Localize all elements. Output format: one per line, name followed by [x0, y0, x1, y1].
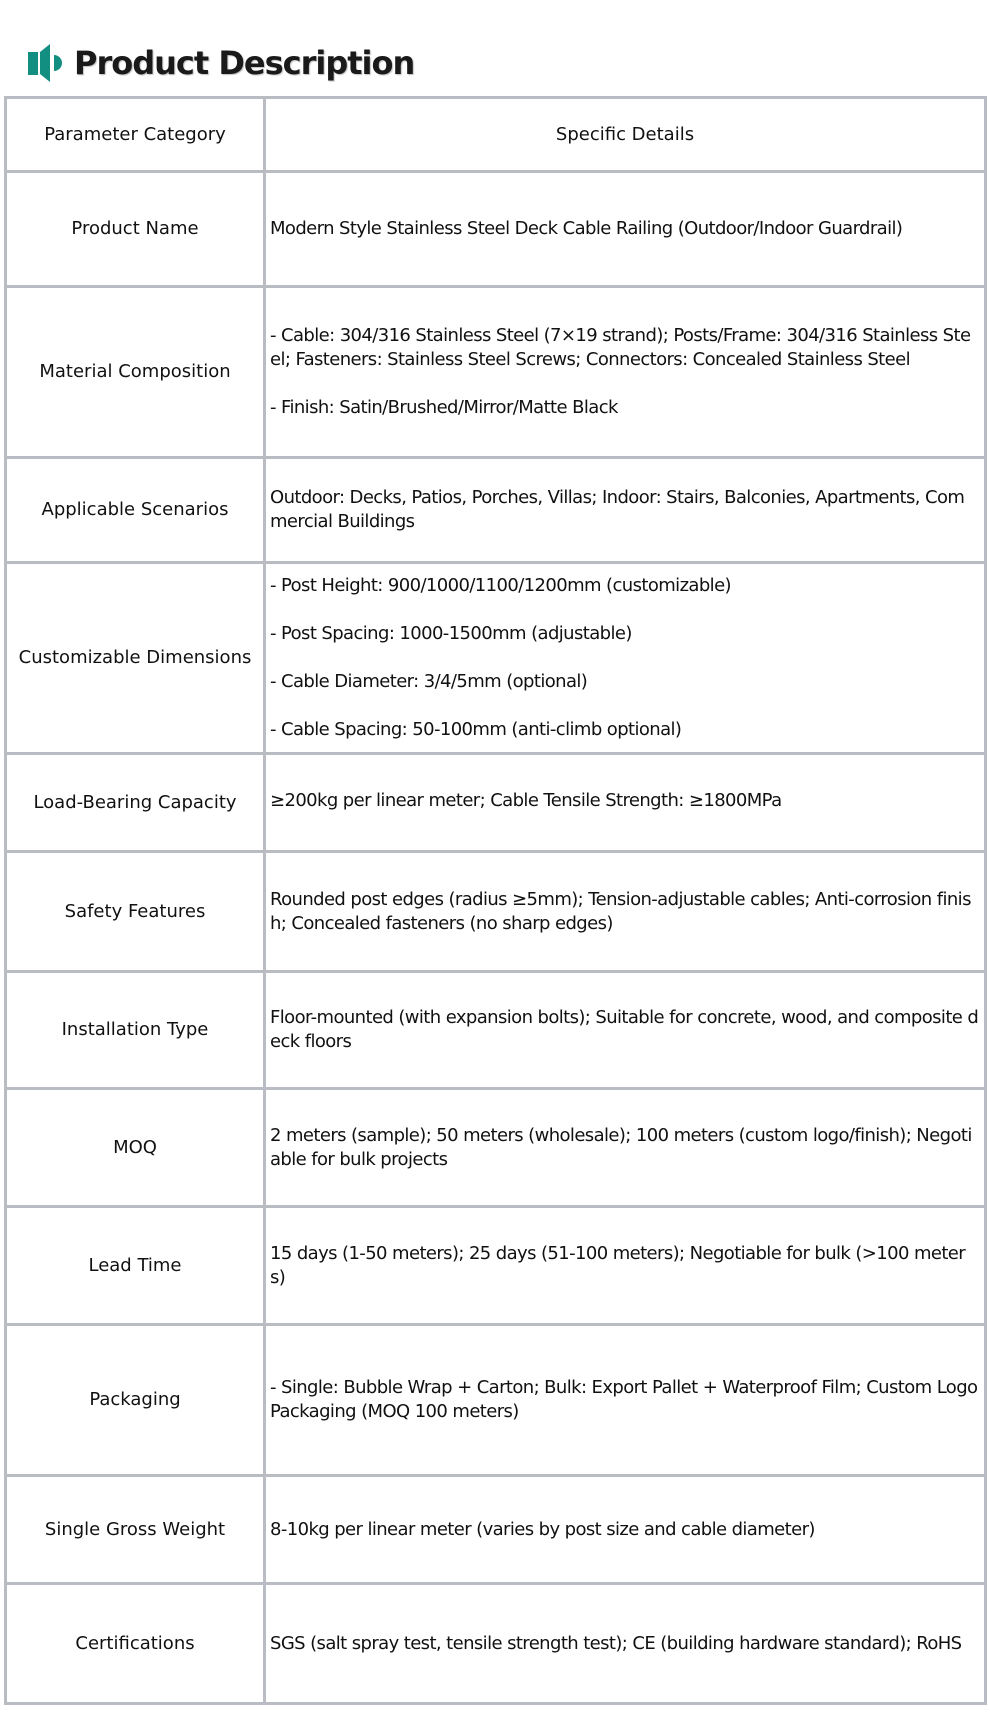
row-category: MOQ — [6, 1089, 265, 1207]
table-row — [6, 287, 986, 458]
row-category: Certifications — [6, 1584, 265, 1704]
row-details — [265, 563, 986, 754]
row-details — [265, 1325, 986, 1476]
detail-line: - Single: Bubble Wrap + Carton; Bulk: Export Pallet + Waterproof Film; Custom Logo Packaging (MOQ 100 meters) — [270, 1377, 978, 1422]
detail-line: Modern Style Stainless Steel Deck Cable Railing (Outdoor/Indoor Guardrail) — [270, 218, 903, 239]
page-title: Product Description — [74, 44, 415, 82]
table-row — [6, 754, 986, 852]
detail-line: - Cable Diameter: 3/4/5mm (optional) — [270, 671, 588, 692]
row-category: Customizable Dimensions — [6, 563, 265, 754]
row-category: Load-Bearing Capacity — [6, 754, 265, 852]
detail-line: - Post Height: 900/1000/1100/1200mm (customizable) — [270, 575, 731, 596]
row-details — [265, 1584, 986, 1704]
detail-line: 15 days (1-50 meters); 25 days (51-100 meters); Negotiable for bulk (>100 meters) — [270, 1242, 966, 1288]
row-category: Safety Features — [6, 852, 265, 972]
detail-line: Floor-mounted (with expansion bolts); Suitable for concrete, wood, and composite deck floors — [270, 1007, 979, 1052]
row-category: Installation Type — [6, 972, 265, 1089]
speaker-icon — [28, 43, 66, 83]
detail-line: Rounded post edges (radius ≥5mm); Tension-adjustable cables; Anti-corrosion finish; Concealed fasteners (no sharp edges) — [270, 888, 971, 934]
row-category: Packaging — [6, 1325, 265, 1476]
spec-table — [4, 96, 987, 1705]
row-details — [265, 852, 986, 972]
section-heading — [28, 38, 414, 88]
detail-line: ≥200kg per linear meter; Cable Tensile Strength: ≥1800MPa — [270, 790, 782, 811]
detail-line: 2 meters (sample); 50 meters (wholesale); 100 meters (custom logo/finish); Negotiable for bulk projects — [270, 1124, 972, 1170]
row-category: Applicable Scenarios — [6, 458, 265, 563]
row-details — [265, 172, 986, 287]
row-details — [265, 458, 986, 563]
row-details — [265, 754, 986, 852]
table-row — [6, 972, 986, 1089]
table-row — [6, 852, 986, 972]
row-details — [265, 1089, 986, 1207]
table-row — [6, 1207, 986, 1325]
row-details — [265, 1207, 986, 1325]
table-row — [6, 563, 986, 754]
row-details — [265, 972, 986, 1089]
detail-line: 8-10kg per linear meter (varies by post size and cable diameter) — [270, 1518, 815, 1540]
detail-line: Outdoor: Decks, Patios, Porches, Villas; Indoor: Stairs, Balconies, Apartments, Commercial Buildings — [270, 487, 965, 532]
detail-line: - Post Spacing: 1000-1500mm (adjustable) — [270, 623, 632, 644]
table-row — [6, 1476, 986, 1584]
detail-line: - Cable Spacing: 50-100mm (anti-climb optional) — [270, 719, 682, 740]
header-parameter-category: Parameter Category — [6, 98, 265, 172]
detail-line: - Cable: 304/316 Stainless Steel (7×19 strand); Posts/Frame: 304/316 Stainless Steel; Fasteners: Stainless Steel Screws; Connectors: Concealed Stainless Steel — [270, 325, 971, 370]
detail-line: - Finish: Satin/Brushed/Mirror/Matte Black — [270, 397, 618, 418]
row-details — [265, 287, 986, 458]
row-category: Product Name — [6, 172, 265, 287]
table-row — [6, 1089, 986, 1207]
table-header-row — [6, 98, 986, 172]
row-category: Material Composition — [6, 287, 265, 458]
row-details — [265, 1476, 986, 1584]
table-row — [6, 1584, 986, 1704]
detail-line: SGS (salt spray test, tensile strength test); CE (building hardware standard); RoHS — [270, 1632, 962, 1654]
table-row — [6, 458, 986, 563]
row-category: Lead Time — [6, 1207, 265, 1325]
row-category: Single Gross Weight — [6, 1476, 265, 1584]
table-row — [6, 172, 986, 287]
header-specific-details: Specific Details — [265, 98, 986, 172]
table-row — [6, 1325, 986, 1476]
